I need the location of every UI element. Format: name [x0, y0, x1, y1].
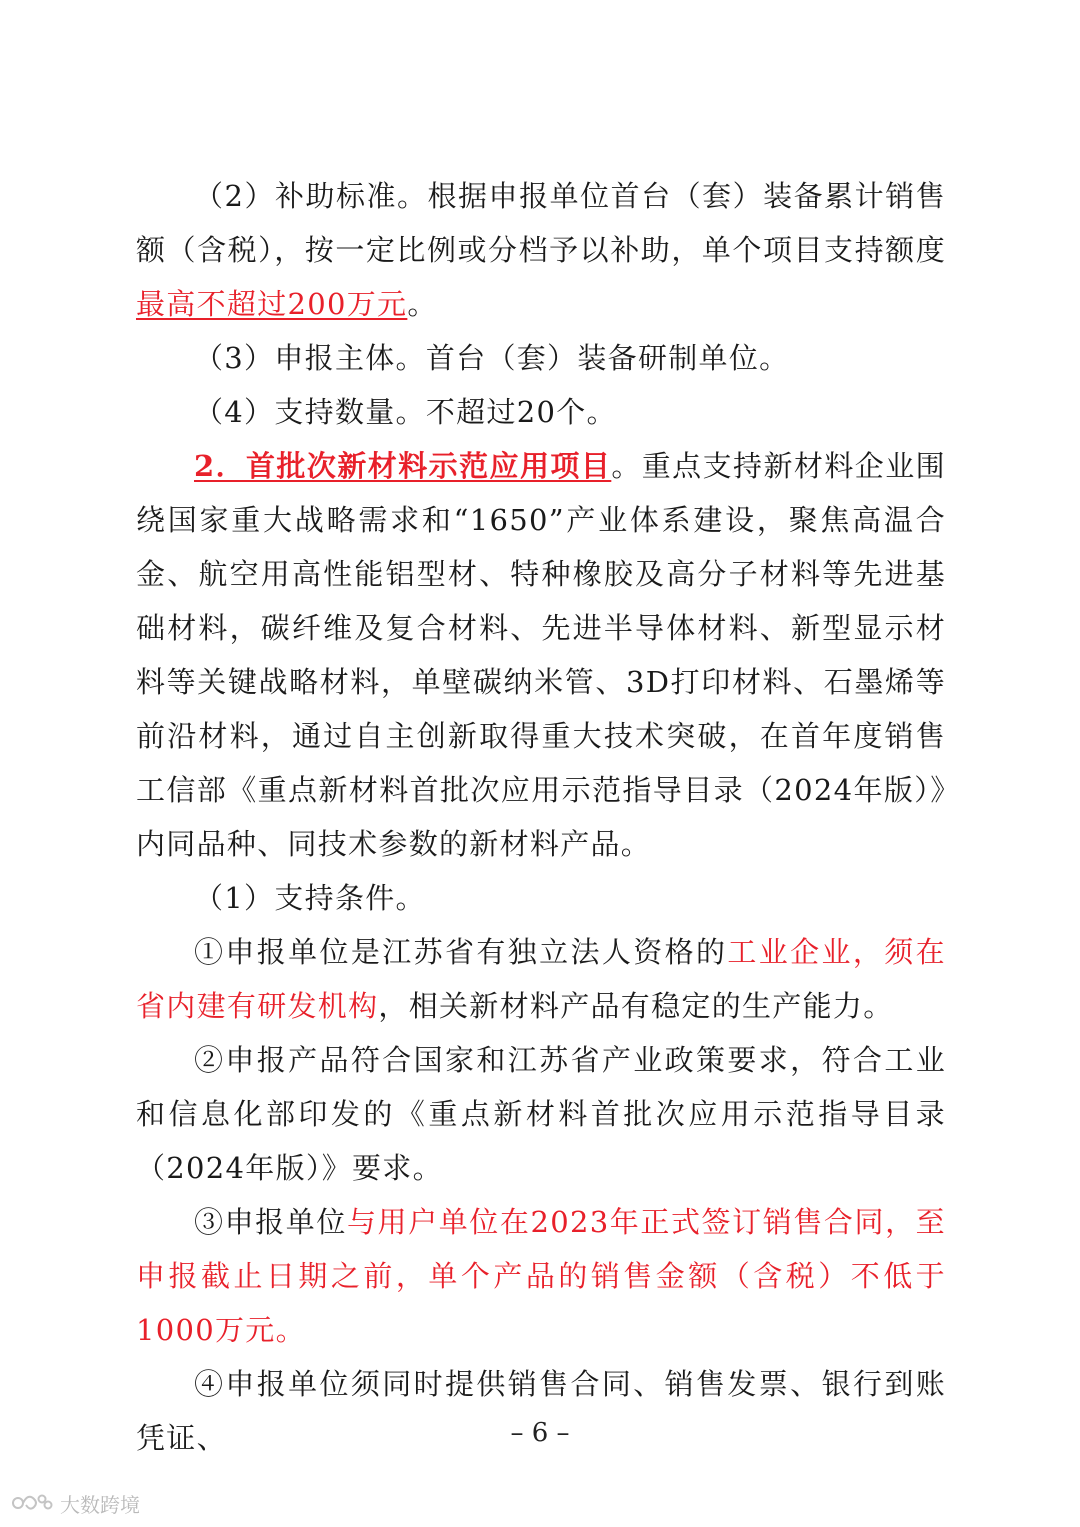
paragraph-text: ①申报单位是江苏省有独立法人资格的	[194, 935, 728, 969]
watermark	[10, 1488, 140, 1518]
watermark-text: 大数跨境	[60, 1492, 140, 1517]
paragraph-condition-2	[136, 1033, 946, 1195]
paragraph-support-quantity	[136, 385, 946, 439]
paragraph-condition-3	[136, 1195, 946, 1357]
paragraph-support-conditions	[136, 871, 946, 925]
paragraph-text: ，相关新材料产品有稳定的生产能力。	[378, 989, 894, 1023]
paragraph-text: ④申报单位须同时提供销售合同、销售发票、银行到账凭证、	[136, 1367, 946, 1455]
paragraph-text: 。重点支持新材料企业围绕国家重大战略需求和“1650”产业体系建设，聚焦高温合金、航空用高性能铝型材、特种橡胶及高分子材料等先进基础材料，碳纤维及复合材料、先进半导体材料、新型显示材料等关键战略材料，单壁碳纳米管、3D打印材料、石墨烯等前沿材料，通过自主创新取得重大技术突破，在首年度销售工信部《重点新材料首批次应用示范指导目录（2024年版）》内同品种、同技术参数的新材料产品。	[136, 449, 946, 861]
paragraph-condition-4	[136, 1357, 946, 1465]
paragraph-subsidy-standard	[136, 169, 946, 331]
highlight-industrial-enterprise: 工业企业，须在省内建有研发机构	[136, 935, 946, 1023]
paragraph-applicant	[136, 331, 946, 385]
paragraph-text: ③申报单位	[194, 1205, 347, 1239]
paragraph-condition-1	[136, 925, 946, 1033]
paragraph-text: （2）补助标准。根据申报单位首台（套）装备累计销售额（含税），按一定比例或分档予以补助，单个项目支持额度	[136, 179, 946, 267]
paragraph-text: （3）申报主体。首台（套）装备研制单位。	[194, 341, 790, 375]
paragraph-text: 。	[407, 287, 438, 321]
highlight-max-amount: 最高不超过200万元	[136, 287, 408, 321]
paragraph-text: （4）支持数量。不超过20个。	[194, 395, 617, 429]
paragraph-text: （1）支持条件。	[194, 881, 426, 915]
document-body	[136, 169, 946, 1465]
highlight-sales-contract: 与用户单位在2023年正式签订销售合同，至申报截止日期之前，单个产品的销售金额（含税）不低于1000万元。	[136, 1205, 946, 1347]
section-heading: 2．首批次新材料示范应用项目	[194, 449, 612, 483]
brand-logo-icon	[10, 1490, 54, 1516]
paragraph-new-materials-project	[136, 439, 946, 871]
page-number: – 6 –	[510, 1418, 570, 1448]
paragraph-text: ②申报产品符合国家和江苏省产业政策要求，符合工业和信息化部印发的《重点新材料首批次应用示范指导目录（2024年版）》要求。	[136, 1043, 946, 1185]
